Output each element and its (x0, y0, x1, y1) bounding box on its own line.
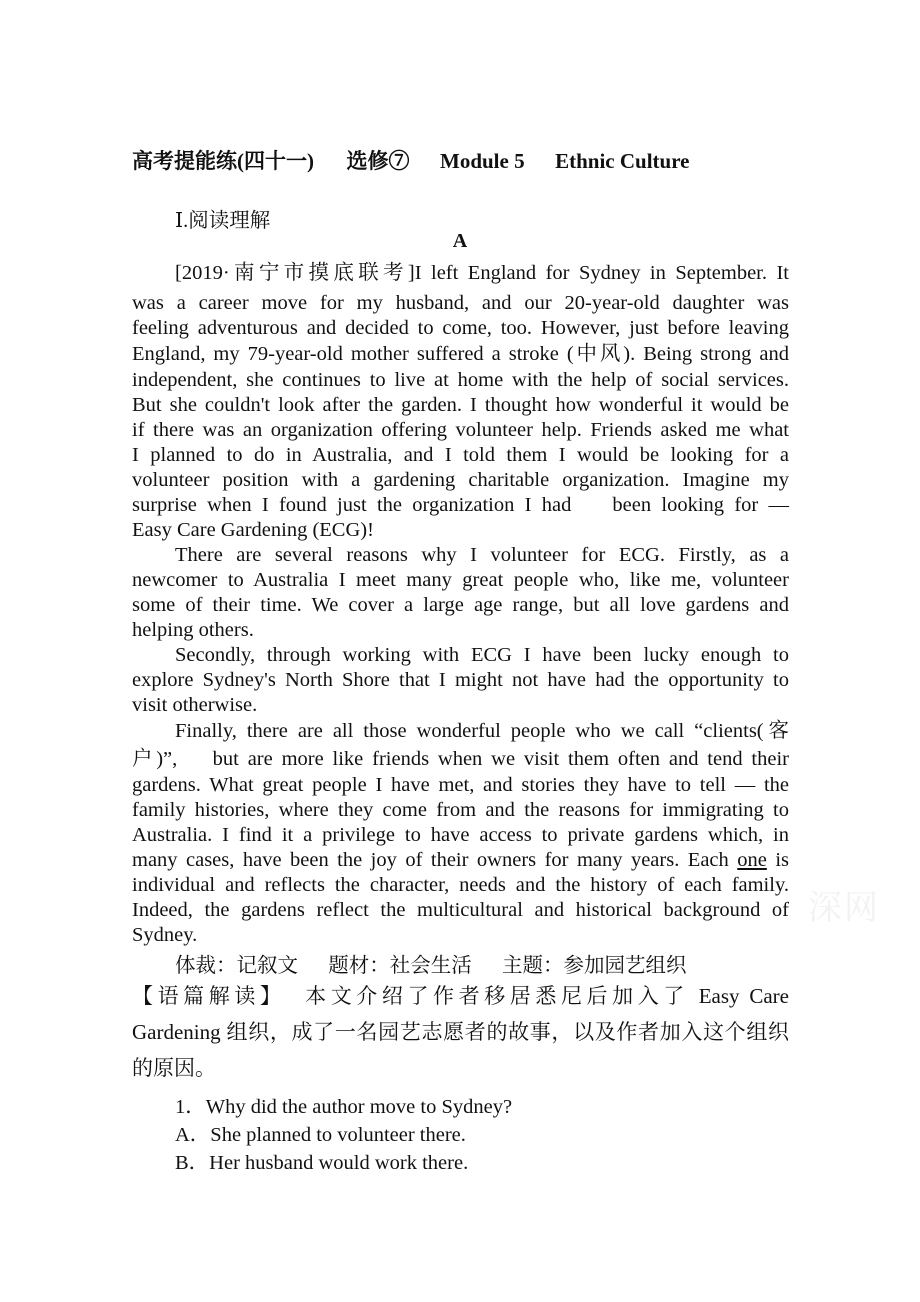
passage-line-24-end: is (775, 849, 790, 871)
passage-line-5: independent, she continues to live at home with the help of social services. (132, 369, 789, 391)
passage-line-23: Australia. I find it a privilege to have access to private gardens which, in (132, 824, 789, 846)
passage-line-16: Secondly, through working with ECG I have been lucky enough to (175, 644, 789, 666)
passage-line-24 (132, 848, 789, 873)
passage-line-20: 户)”, but are more like friends when we visit them often and tend their (132, 748, 789, 770)
meta-theme: 主题：参加园艺组织 (502, 955, 687, 977)
passage-line-13: newcomer to Australia I meet many great people who, like me, volunteer (132, 569, 789, 591)
passage-line-18: visit otherwise. (132, 694, 258, 716)
meta-subject: 题材：社会生活 (328, 955, 472, 977)
passage-meta (175, 948, 687, 978)
passage-line-10: surprise when I found just the organization I had been looking for — (132, 494, 789, 516)
option-b: B．Her husband would work there. (175, 1152, 469, 1174)
underlined-word-one: one (737, 849, 767, 871)
passage-line-27: Sydney. (132, 924, 198, 946)
section-title: Ⅰ.阅读理解 (175, 210, 271, 232)
title-topic: Ethnic Culture (555, 149, 690, 173)
passage-line-21: gardens. What great people I have met, and stories they have to tell — the (132, 774, 789, 796)
title-cn: 高考提能练(四十一) (132, 149, 314, 173)
passage-line-6: But she couldn't look after the garden. I thought how wonderful it would be (132, 394, 789, 416)
passage-line-17: explore Sydney's North Shore that I might not have had the opportunity to (132, 669, 789, 691)
watermark: 深网 (808, 888, 880, 928)
passage-line-11: Easy Care Gardening (ECG)! (132, 519, 374, 541)
passage-line-4: England, my 79-year-old mother suffered a stroke (中风). Being strong and (132, 343, 789, 365)
passage-line-14: some of their time. We cover a large age range, but all love gardens and (132, 594, 789, 616)
passage-label: A (452, 230, 468, 252)
analysis-line-3: 的原因。 (132, 1056, 216, 1080)
analysis-line-2: Gardening 组织，成了一名园艺志愿者的故事，以及作者加入这个组织 (132, 1020, 789, 1044)
analysis-line-1: 【语篇解读】 本文介绍了作者移居悉尼后加入了 Easy Care (132, 984, 789, 1008)
passage-line-19: Finally, there are all those wonderful people who we call “clients(客 (175, 720, 789, 742)
passage-line-25: individual and reflects the character, needs and the history of each family. (132, 874, 789, 896)
option-a: A．She planned to volunteer there. (175, 1124, 466, 1146)
passage-line-7: if there was an organization offering volunteer help. Friends asked me what (132, 419, 789, 441)
passage-line-22: family histories, where they come from and the reasons for immigrating to (132, 799, 789, 821)
passage-line-1: [2019·南宁市摸底联考]I left England for Sydney in September. It (175, 262, 789, 284)
question-stem: 1．Why did the author move to Sydney? (175, 1096, 513, 1118)
passage-line-24-start: many cases, have been the joy of their owners for many years. Each (132, 849, 729, 871)
passage-line-3: feeling adventurous and decided to come, too. However, just before leaving (132, 317, 789, 339)
passage-line-2: was a career move for my husband, and our 20-year-old daughter was (132, 292, 789, 314)
title-elective: 选修⑦ (346, 149, 410, 173)
passage-line-8: I planned to do in Australia, and I told them I would be looking for a (132, 444, 789, 466)
page-title (132, 145, 689, 175)
title-module: Module 5 (440, 149, 525, 173)
passage-line-15: helping others. (132, 619, 254, 641)
passage-line-9: volunteer position with a gardening charitable organization. Imagine my (132, 469, 789, 491)
passage-line-26: Indeed, the gardens reflect the multicultural and historical background of (132, 899, 789, 921)
meta-genre: 体裁：记叙文 (175, 955, 298, 977)
passage-line-12: There are several reasons why I volunteer for ECG. Firstly, as a (175, 544, 789, 566)
